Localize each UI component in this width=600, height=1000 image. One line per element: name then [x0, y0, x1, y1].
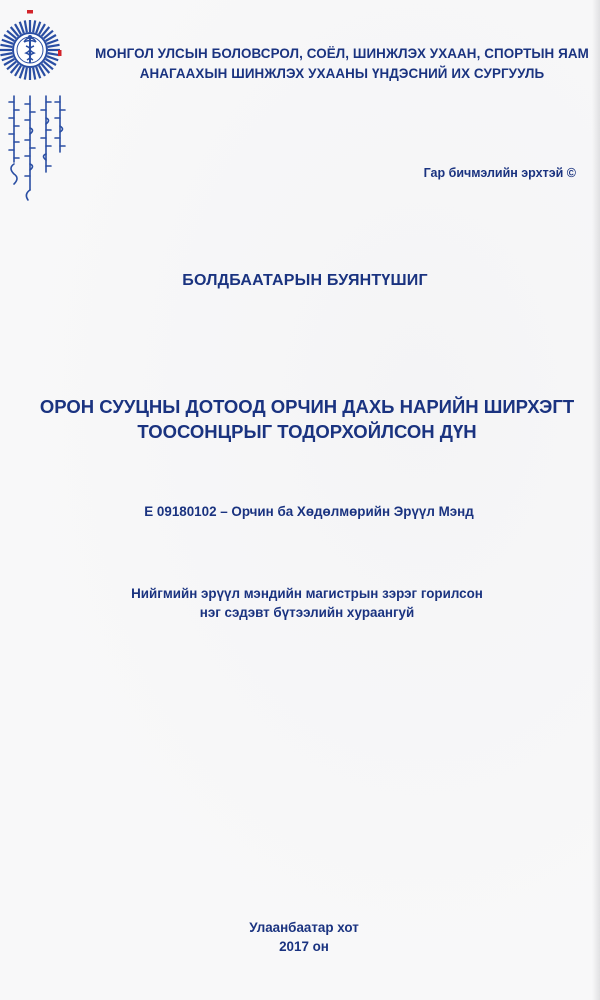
- logo-ray: [33, 20, 35, 32]
- author-name: БОЛДБААТАРЫН БУЯНТҮШИГ: [182, 272, 428, 289]
- thesis-title-line-1: ОРОН СУУЦНЫ ДОТООД ОРЧИН ДАХЬ НАРИЙН ШИРХЭГТ: [39, 396, 575, 417]
- ministry-university-header: [86, 44, 598, 84]
- logo-ray: [48, 53, 60, 55]
- header-ministry-line: МОНГОЛ УЛСЫН БОЛОВСРОЛ, СОЁЛ, ШИНЖЛЭХ УХААН, СПОРТЫН ЯАМ: [95, 46, 589, 61]
- logo-ray: [0, 45, 12, 47]
- logo-ray: [48, 45, 60, 47]
- place-and-year: [0, 918, 600, 956]
- university-logo-icon: [0, 8, 70, 94]
- city-name: Улаанбаатар хот: [249, 920, 359, 935]
- page-edge-shadow: [592, 0, 600, 1000]
- copyright-notice: Гар бичмэлийн эрхтэй ©: [423, 166, 576, 180]
- thesis-title: [0, 394, 600, 444]
- logo-ray: [25, 20, 27, 32]
- logo-ray: [25, 68, 27, 80]
- degree-description: [0, 584, 600, 622]
- year: 2017 он: [279, 939, 329, 954]
- degree-line-1: Нийгмийн эрүүл мэндийн магистрын зэрэг горилсон: [131, 586, 483, 601]
- specialty-code: Е 09180102 – Орчин ба Хөдөлмөрийн Эрүүл Мэнд: [144, 504, 474, 519]
- degree-line-2: нэг сэдэвт бүтээлийн хураангуй: [199, 605, 415, 620]
- thesis-title-line-2: ТООСОНЦРЫГ ТОДОРХОЙЛСОН ДҮН: [137, 421, 477, 442]
- header-university-line: АНАГААХЫН ШИНЖЛЭХ УХААНЫ ҮНДЭСНИЙ ИХ СУРГУУЛЬ: [139, 66, 545, 81]
- mongolian-script-emblem: [2, 92, 72, 204]
- logo-ray: [0, 53, 12, 55]
- logo-ray: [33, 68, 35, 80]
